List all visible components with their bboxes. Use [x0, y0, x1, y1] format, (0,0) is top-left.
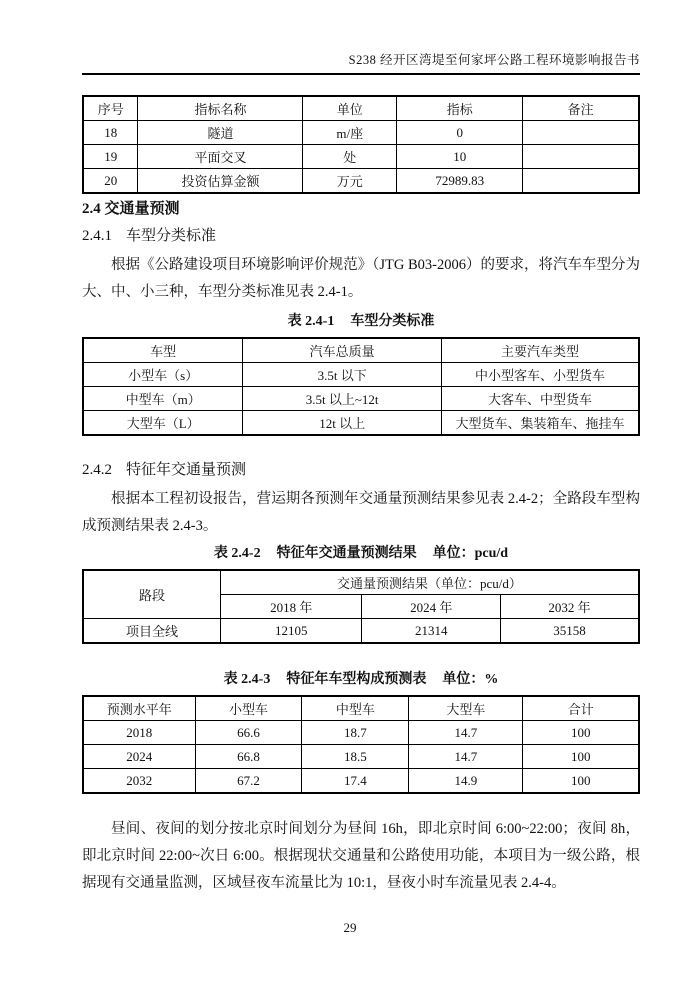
section-number: 2.4.1: [82, 228, 112, 244]
column-header: 指标: [397, 96, 523, 121]
table-cell: 3.5t 以下: [243, 363, 442, 387]
section-title: 交通量预测: [104, 201, 180, 217]
table-cell: 万元: [303, 169, 397, 194]
table-row: [83, 619, 639, 644]
table-cell: 中型车（m）: [83, 387, 243, 411]
table-cell: 18.7: [302, 721, 409, 745]
table-header-row: [83, 338, 639, 363]
paragraph-vehicle-classification: 根据《公路建设项目环境影响评价规范》（JTG B03-2006）的要求，将汽车车型分为大、中、小三种，车型分类标准见表 2.4-1。: [82, 257, 640, 300]
table-cell: 2018: [83, 721, 195, 745]
table-header-row: [83, 96, 639, 121]
table-row: [83, 769, 639, 794]
table-cell: 项目全线: [83, 619, 220, 644]
table-cell: 投资估算金额: [138, 169, 303, 194]
caption-label: 表 2.4-2: [213, 546, 261, 561]
section-number: 2.4.2: [82, 462, 112, 478]
caption-title: 车型分类标准: [350, 314, 435, 329]
section-heading-2-4-2: [82, 460, 640, 480]
table-cell: 14.7: [409, 745, 523, 769]
table-cell: 10: [397, 145, 523, 169]
table-cell: 12t 以上: [243, 411, 442, 436]
column-header: 中型车: [302, 696, 409, 721]
table-cell: 处: [303, 145, 397, 169]
column-header: 大型车: [409, 696, 523, 721]
table-cell: [523, 169, 639, 194]
caption-label: 表 2.4-1: [287, 314, 335, 329]
table-cell: 35158: [500, 619, 639, 644]
table-cell: 3.5t 以上~12t: [243, 387, 442, 411]
column-header: 指标名称: [138, 96, 303, 121]
column-header: 序号: [83, 96, 138, 121]
section-title: 车型分类标准: [126, 228, 217, 244]
table-cell: 隧道: [138, 121, 303, 145]
table-cell: 100: [523, 745, 639, 769]
table-row: [83, 169, 639, 194]
indicator-table: [82, 95, 640, 194]
column-header: 合计: [523, 696, 639, 721]
vehicle-composition-table: [82, 695, 640, 794]
table-row: [83, 721, 639, 745]
table-cell: 17.4: [302, 769, 409, 794]
corner-header: 路段: [83, 570, 220, 619]
header-rule: [82, 73, 640, 75]
table-cell: 21314: [362, 619, 500, 644]
table-caption-2-4-1: [82, 312, 640, 332]
table-cell: 66.8: [195, 745, 302, 769]
table-row: [83, 145, 639, 169]
running-header-title: S238 经开区湾堤至何家坪公路工程环境影响报告书: [348, 53, 640, 67]
caption-label: 表 2.4-3: [223, 672, 271, 687]
column-header: 2032 年: [500, 595, 639, 619]
column-header: 2018 年: [220, 595, 362, 619]
table-caption-2-4-3: [82, 670, 640, 690]
table-cell: 100: [523, 769, 639, 794]
paragraph-traffic-forecast: 根据本工程初设报告，营运期各预测年交通量预测结果参见表 2.4-2；全路段车型构成预测结果表 2.4-3。: [82, 491, 640, 534]
table-row: [83, 745, 639, 769]
table-cell: 12105: [220, 619, 362, 644]
caption-unit: 单位：%: [442, 672, 499, 687]
table-cell: [523, 121, 639, 145]
table-row: [83, 121, 639, 145]
table-cell: 14.9: [409, 769, 523, 794]
section-heading-2-4-1: [82, 226, 640, 246]
table-cell: 18.5: [302, 745, 409, 769]
caption-unit: 单位：pcu/d: [432, 546, 509, 561]
table-cell: 2032: [83, 769, 195, 794]
table-cell: 0: [397, 121, 523, 145]
table-cell: 20: [83, 169, 138, 194]
vehicle-classification-table: [82, 337, 640, 436]
caption-title: 特征年交通量预测结果: [276, 546, 417, 561]
table-header-row: [83, 696, 639, 721]
group-header: 交通量预测结果（单位：pcu/d）: [220, 570, 639, 595]
table-cell: 67.2: [195, 769, 302, 794]
table-header-row: [83, 570, 639, 595]
table-cell: 100: [523, 721, 639, 745]
table-row: [83, 387, 639, 411]
table-cell: 大型车（L）: [83, 411, 243, 436]
table-cell: 平面交叉: [138, 145, 303, 169]
section-heading-2-4: [82, 199, 640, 219]
table-cell: 18: [83, 121, 138, 145]
table-cell: 大型货车、集装箱车、拖挂车: [441, 411, 639, 436]
table-cell: 66.6: [195, 721, 302, 745]
column-header: 汽车总质量: [243, 338, 442, 363]
table-cell: 大客车、中型货车: [441, 387, 639, 411]
column-header: 2024 年: [362, 595, 500, 619]
column-header: 小型车: [195, 696, 302, 721]
traffic-forecast-table: [82, 569, 640, 644]
section-number: 2.4: [82, 201, 101, 217]
page-number: 29: [343, 920, 357, 935]
table-row: [83, 411, 639, 436]
table-caption-2-4-2: [82, 544, 640, 564]
table-cell: 19: [83, 145, 138, 169]
column-header: 备注: [523, 96, 639, 121]
table-cell: 72989.83: [397, 169, 523, 194]
paragraph-day-night-split: 昼间、夜间的划分按北京时间划分为昼间 16h，即北京时间 6:00~22:00；夜间 8h，即北京时间 22:00~次日 6:00。根据现状交通量和公路使用功能，本项目为一级公路，根据现有交通量监测，区域昼夜车流量比为 10:1，昼夜小时车流量见表 2.4-4。: [82, 821, 640, 891]
table-cell: 2024: [83, 745, 195, 769]
column-header: 车型: [83, 338, 243, 363]
caption-title: 特征年车型构成预测表: [286, 672, 427, 687]
column-header: 预测水平年: [83, 696, 195, 721]
table-row: [83, 363, 639, 387]
column-header: 主要汽车类型: [441, 338, 639, 363]
column-header: 单位: [303, 96, 397, 121]
table-cell: [523, 145, 639, 169]
table-cell: m/座: [303, 121, 397, 145]
table-cell: 中小型客车、小型货车: [441, 363, 639, 387]
table-cell: 小型车（s）: [83, 363, 243, 387]
table-cell: 14.7: [409, 721, 523, 745]
section-title: 特征年交通量预测: [126, 462, 247, 478]
